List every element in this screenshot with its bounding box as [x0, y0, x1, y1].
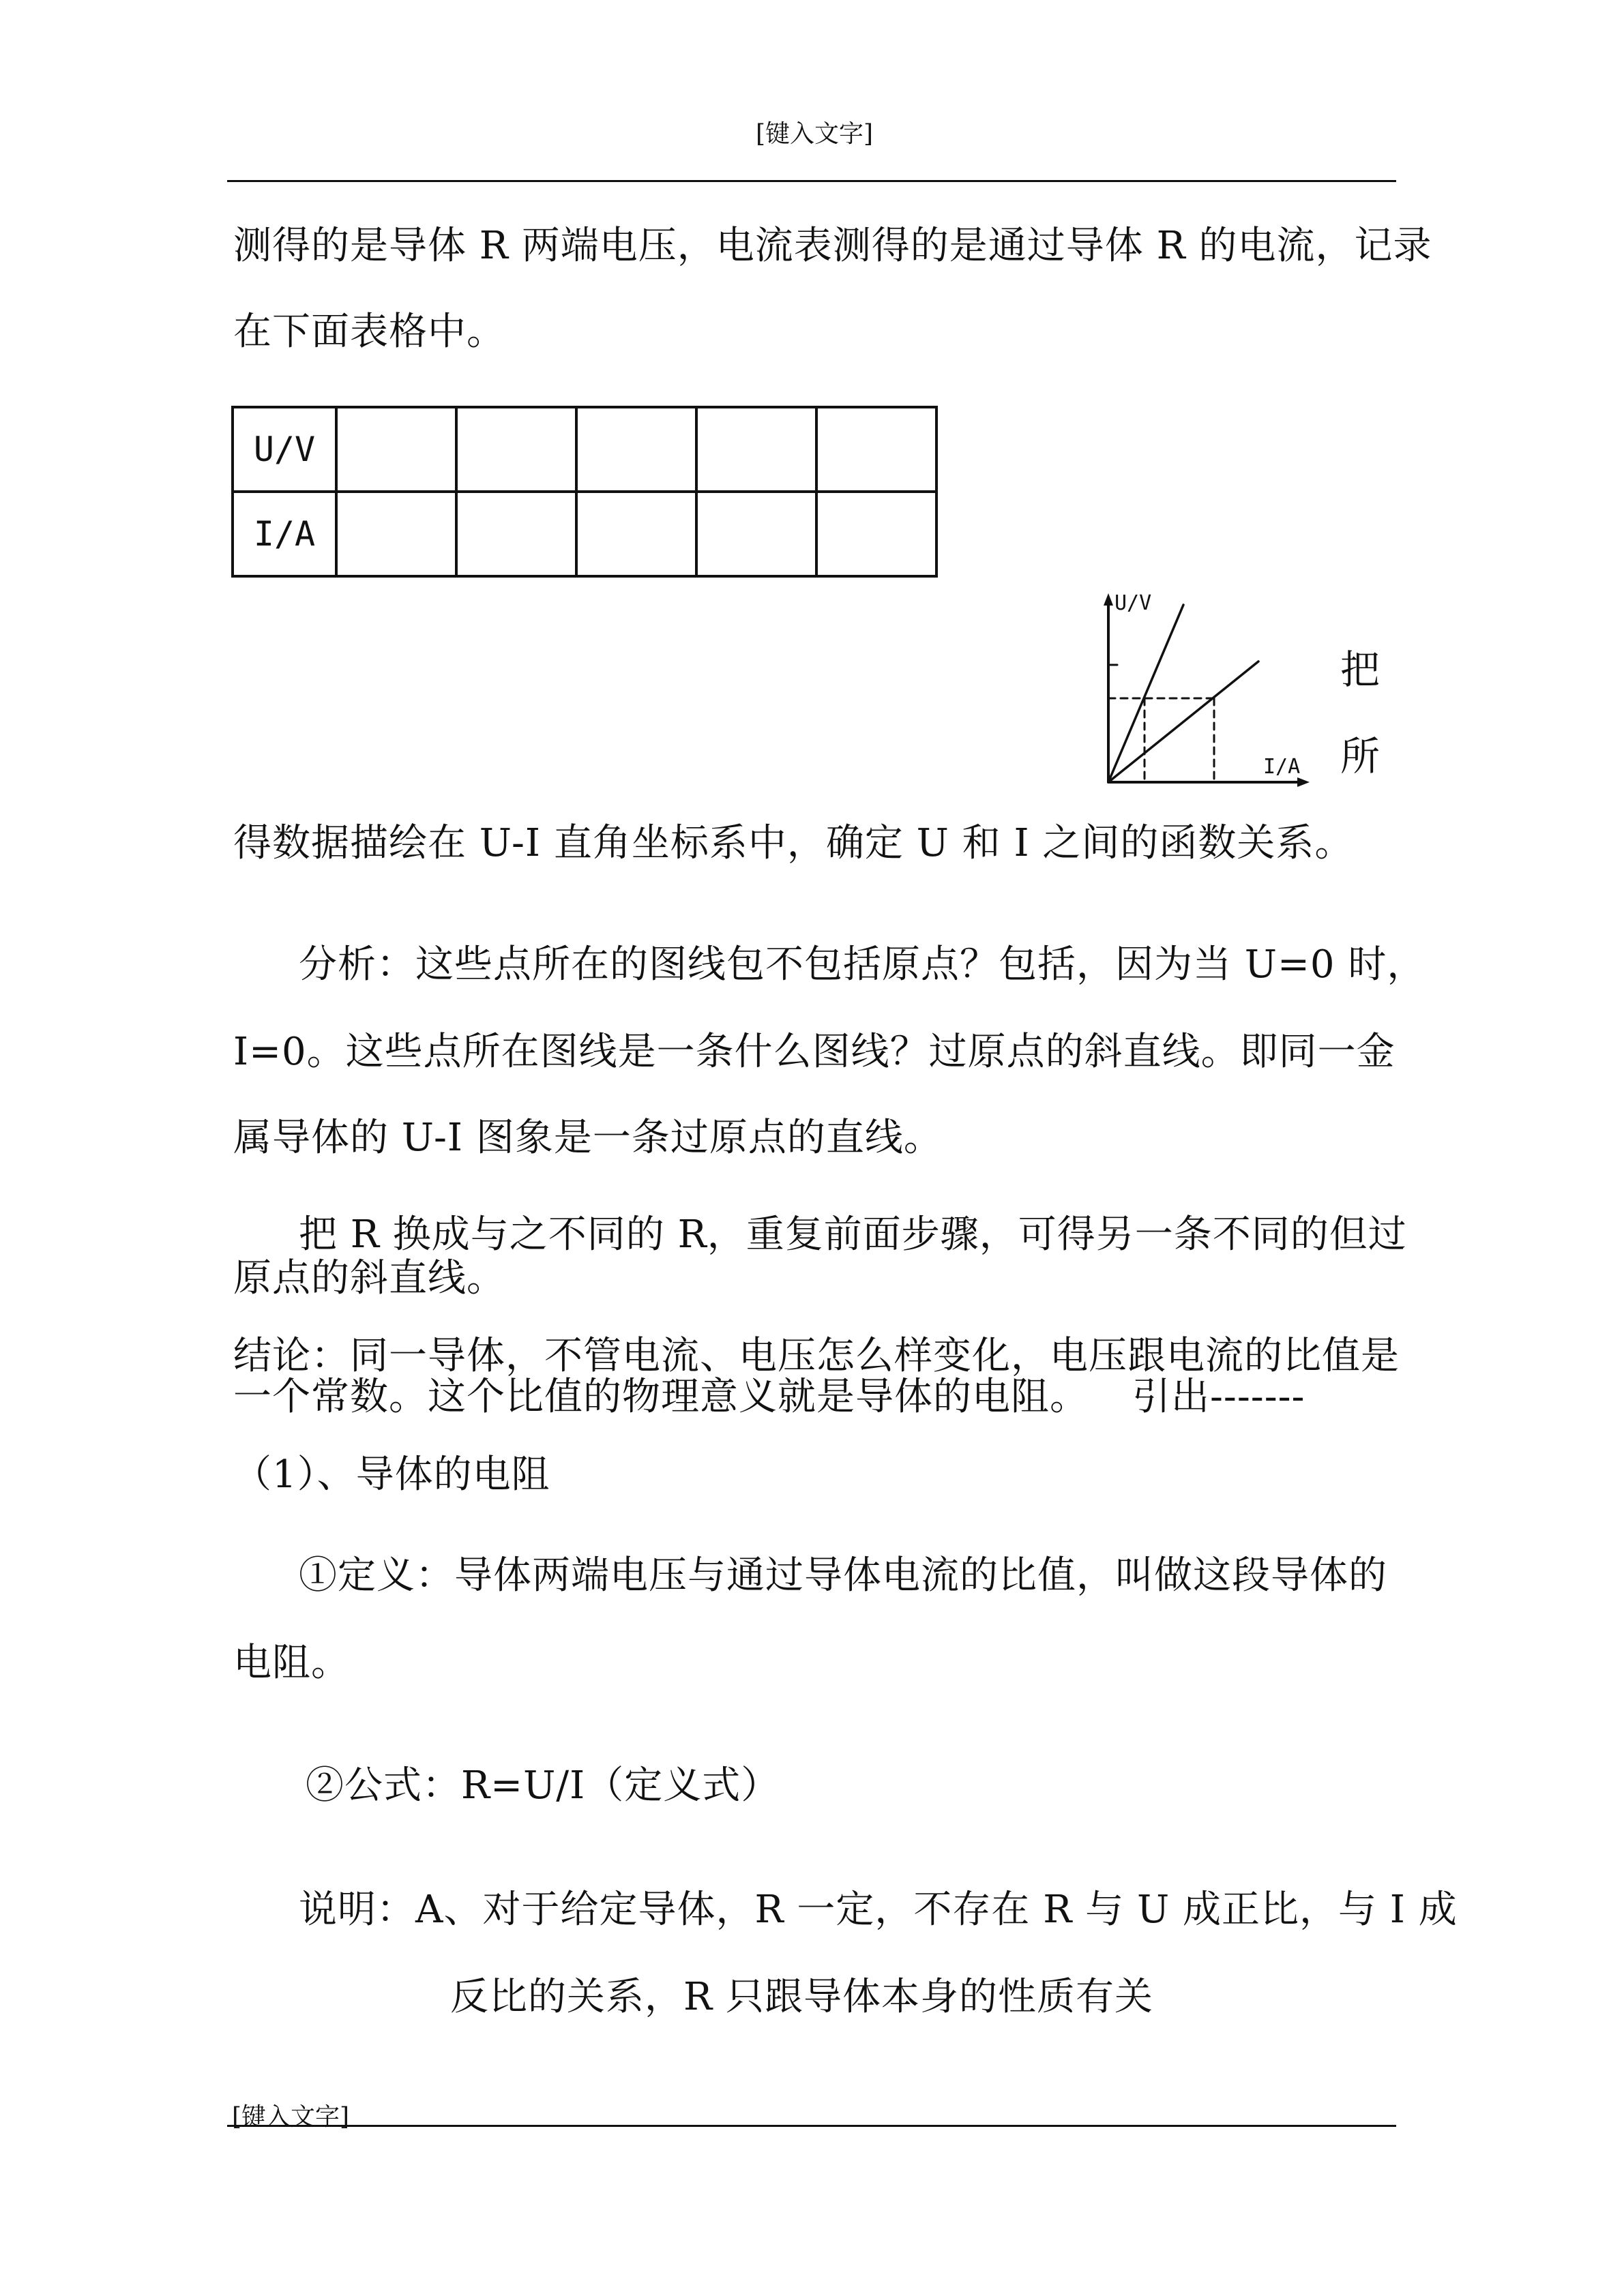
note-line-2: 反比的关系，R 只跟导体本身的性质有关	[450, 1975, 1153, 2019]
paragraph-3-line-3: 属导体的 U-I 图象是一条过原点的直线。	[233, 1116, 943, 1160]
paragraph-1-line-1: 测得的是导体 R 两端电压，电流表测得的是通过导体 R 的电流，记录	[233, 224, 1432, 268]
paragraph-3-line-1: 分析：这些点所在的图线包不包括原点？包括，因为当 U=0 时，	[299, 942, 1426, 987]
x-axis-arrow	[1297, 777, 1310, 787]
data-table	[231, 406, 938, 578]
paragraph-3-line-2: I=0。这些点所在图线是一条什么图线？过原点的斜直线。即同一金	[233, 1030, 1396, 1074]
header-rule	[227, 180, 1396, 182]
x-axis-label: I/A	[1263, 755, 1301, 779]
definition-line-2: 电阻。	[233, 1641, 350, 1685]
table-cell	[696, 407, 816, 492]
paragraph-4-line-1: 把 R 换成与之不同的 R，重复前面步骤，可得另一条不同的但过	[299, 1212, 1407, 1257]
side-char-1: 把	[1340, 646, 1381, 693]
note-line-1: 说明：A、对于给定导体，R 一定，不存在 R 与 U 成正比，与 I 成	[299, 1888, 1458, 1932]
table-row	[233, 492, 936, 576]
definition-line-1: ①定义：导体两端电压与通过导体电流的比值，叫做这段导体的	[299, 1553, 1387, 1598]
table-cell	[456, 492, 576, 576]
table-row-label: I/A	[233, 492, 336, 576]
table-cell	[336, 492, 456, 576]
paragraph-1-line-2: 在下面表格中。	[233, 310, 505, 354]
paragraph-5-suffix: 引出-------	[1132, 1375, 1305, 1419]
formula-line: ②公式：R=U/I（定义式）	[306, 1763, 780, 1808]
paragraph-4-line-2: 原点的斜直线。	[233, 1256, 505, 1300]
page-footer: [键入文字]	[232, 2103, 350, 2131]
footer-rule	[227, 2125, 1396, 2127]
paragraph-2: 得数据描绘在 U-I 直角坐标系中，确定 U 和 I 之间的函数关系。	[233, 821, 1354, 865]
side-char-2: 所	[1340, 733, 1381, 779]
steep-line	[1108, 605, 1183, 782]
table-cell	[576, 492, 696, 576]
y-axis-arrow	[1104, 593, 1113, 606]
page-header: [键入文字]	[756, 120, 874, 148]
shallow-line	[1108, 661, 1258, 782]
paragraph-5-line-1: 结论：同一导体，不管电流、电压怎么样变化，电压跟电流的比值是	[233, 1334, 1400, 1378]
table-cell	[456, 407, 576, 492]
table-cell	[816, 492, 936, 576]
y-axis-label: U/V	[1114, 591, 1152, 615]
table-cell	[696, 492, 816, 576]
table-cell	[336, 407, 456, 492]
table-cell	[816, 407, 936, 492]
paragraph-5-line-2: 一个常数。这个比值的物理意义就是导体的电阻。	[233, 1375, 1089, 1419]
section-title: （1）、导体的电阻	[233, 1452, 550, 1497]
u-i-graph	[1084, 588, 1316, 792]
table-cell	[576, 407, 696, 492]
table-row-label: U/V	[233, 407, 336, 492]
table-row	[233, 407, 936, 492]
